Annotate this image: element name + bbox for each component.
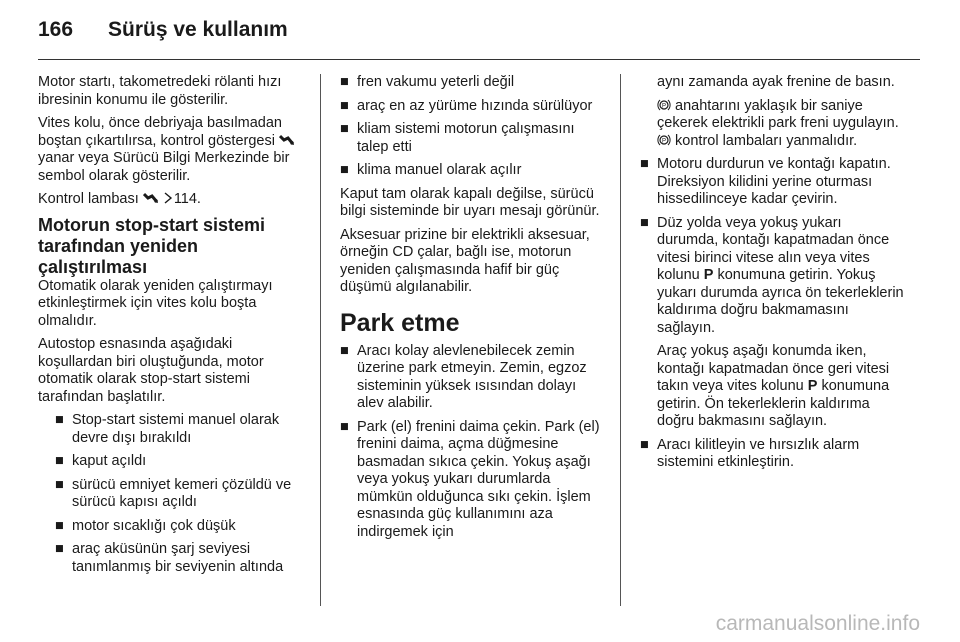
bullet-icon: ■ bbox=[340, 74, 349, 90]
page-reference[interactable]: 114. bbox=[173, 191, 201, 207]
column-2 bbox=[340, 74, 606, 547]
svg-text:P: P bbox=[661, 103, 667, 109]
svg-text:P: P bbox=[661, 138, 667, 144]
text-span: Araç yokuş aşağı konumda iken, kontağı kapatmadan önce geri vitesi takın veya vites kolunu bbox=[657, 343, 890, 394]
bullet-icon: ■ bbox=[340, 97, 349, 114]
bullet-icon: ■ bbox=[340, 162, 349, 178]
column-1 bbox=[38, 74, 304, 582]
paragraph bbox=[38, 191, 304, 209]
text-span: anahtarını yaklaşık bir saniye çekerek elektrikli park freni uygulayın. bbox=[657, 97, 899, 131]
list-item: ■ Aracı kolay alevlenebilecek zemin üzerine park etmeyin. Zemin, egzoz sisteminin yüksek ısısından dolayı alev alabilir. bbox=[340, 342, 587, 411]
text-span: Vites kolu, önce debriyaja basılmadan boştan çıkartılırsa, kontrol göstergesi bbox=[38, 115, 282, 149]
bullet-icon: ■ bbox=[640, 156, 649, 172]
watermark: carmanualsonline.info bbox=[715, 612, 920, 635]
paragraph bbox=[657, 98, 906, 151]
gear-p-label: P bbox=[703, 267, 714, 283]
text-span: kontrol lambaları yanmalıdır. bbox=[675, 132, 858, 149]
list-item: ■ Motoru durdurun ve kontağı kapatın. Direksiyon kilidini yerine oturması hissedilinceye kadar çevirin. bbox=[640, 156, 891, 207]
page-number: 166 bbox=[38, 18, 74, 41]
paragraph: Motor startı, takometredeki rölanti hızı ibresinin konumu ile gösterilir. bbox=[38, 74, 282, 108]
bullet-icon: ■ bbox=[340, 342, 349, 359]
text-span: Kontrol lambası bbox=[38, 191, 139, 207]
page-header bbox=[38, 18, 288, 48]
paragraph: Autostop esnasında aşağıdaki koşullardan biri oluştuğunda, motor otomatik olarak stop-start sistemi tarafından başlatılır. bbox=[38, 336, 264, 405]
column-divider-1 bbox=[320, 74, 321, 606]
list-item: ■ araç en az yürüme hızında sürülüyor bbox=[340, 97, 593, 114]
text-span: yanar veya Sürücü Bilgi Merkezinde bir sembol olarak gösterilir. bbox=[38, 150, 290, 184]
section-heading: Park etme bbox=[340, 308, 460, 337]
page-reference-icon bbox=[163, 191, 174, 205]
bullet-icon: ■ bbox=[55, 541, 64, 557]
shift-indicator-icon bbox=[143, 191, 159, 205]
list-item: ■ Aracı kilitleyin ve hırsızlık alarm sistemini etkinleştirin. bbox=[640, 436, 860, 470]
column-3 bbox=[640, 74, 906, 478]
shift-indicator-icon bbox=[279, 133, 295, 147]
list-item: ■ kliam sistemi motorun çalışmasını talep etti bbox=[340, 121, 575, 155]
bullet-icon: ■ bbox=[340, 121, 349, 137]
page-title: Sürüş ve kullanım bbox=[108, 18, 288, 41]
list-item: ■ kaput açıldı bbox=[55, 453, 147, 469]
paragraph: Aksesuar prizine bir elektrikli aksesuar, örneğin CD çalar, bağlı ise, motorun yeniden çalışmasında hafif bir güç düşümü algılanabilir. bbox=[340, 226, 590, 295]
column-divider-2 bbox=[620, 74, 621, 606]
list-item: ■ araç aküsünün şarj seviyesi tanımlanmış bir seviyenin altında bbox=[55, 541, 284, 575]
list-item: ■ sürücü emniyet kemeri çözüldü ve sürücü kapısı açıldı bbox=[55, 476, 292, 510]
list-item: ■ fren vakumu yeterli değil bbox=[340, 74, 515, 90]
list-item bbox=[640, 215, 906, 338]
header-divider bbox=[38, 59, 920, 60]
bullet-icon: ■ bbox=[55, 412, 64, 428]
bullet-icon: ■ bbox=[55, 517, 64, 534]
paragraph: aynı zamanda ayak frenine de basın. bbox=[657, 74, 895, 90]
text-span: Düz yolda veya yokuş yukarı durumda, kontağı kapatmadan önce vitesi birinci vitese alın veya vites kolunu bbox=[657, 214, 890, 283]
list-item: ■ Stop-start sistemi manuel olarak devre dışı bırakıldı bbox=[55, 412, 280, 446]
list-item: ■ klima manuel olarak açılır bbox=[340, 162, 522, 178]
paragraph: Otomatik olarak yeniden çalıştırmayı etkinleştirmek için vites kolu boşta olmalıdır. bbox=[38, 277, 273, 329]
paragraph bbox=[657, 343, 906, 431]
park-brake-icon bbox=[657, 98, 671, 112]
paragraph: Kaput tam olarak kapalı değilse, sürücü bilgi sisteminde bir uyarı mesajı görünür. bbox=[340, 185, 600, 219]
list-item: ■ Park (el) frenini daima çekin. Park (el) frenini daima, açma düğmesine basmadan sıkıca çekin. Yokuş aşağı veya yokuş yukarı durumlarda mümkün olduğunca sıkı çekin. İşlem esnasında güç kullanımını aza indirgemek için bbox=[340, 418, 600, 540]
list-item: ■ motor sıcaklığı çok düşük bbox=[55, 517, 236, 534]
bullet-icon: ■ bbox=[640, 436, 649, 453]
bullet-icon: ■ bbox=[340, 418, 349, 435]
bullet-icon: ■ bbox=[640, 214, 649, 231]
park-brake-icon bbox=[657, 133, 671, 147]
bullet-icon: ■ bbox=[55, 453, 64, 469]
section-heading: Motorun stop-start sistemi tarafından yeniden çalıştırılması bbox=[38, 214, 266, 277]
bullet-icon: ■ bbox=[55, 476, 64, 493]
gear-p-label: P bbox=[807, 378, 818, 394]
text-span: konumuna getirin. Ön tekerleklerin kaldırıma doğru bakmasını sağlayın. bbox=[657, 378, 890, 429]
paragraph bbox=[38, 115, 304, 185]
text-span: konumuna getirin. Yokuş yukarı durumda ayrıca ön tekerleklerin kaldırıma doğru bakmamasını sağlayın. bbox=[657, 267, 904, 336]
